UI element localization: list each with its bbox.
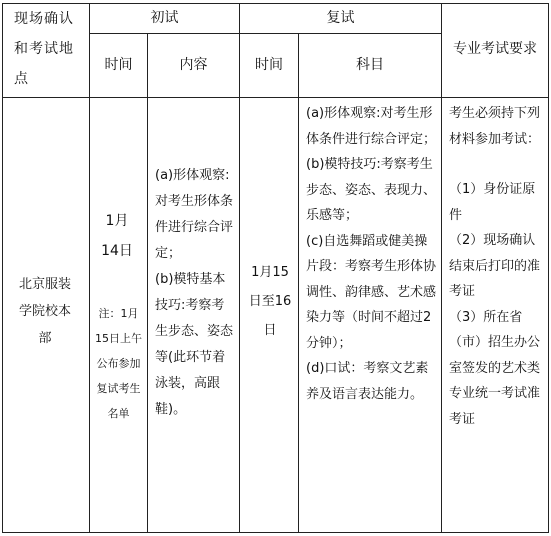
first-content-b: (b)模特基本技巧:考察考生步态、姿态等(此环节着泳装，高跟鞋)。 bbox=[155, 272, 234, 417]
header-time-1 bbox=[90, 34, 147, 97]
second-subject-a: (a)形体观察:对考生形体条件进行综合评定； bbox=[306, 106, 437, 147]
grid-line bbox=[441, 3, 442, 533]
second-time-cell bbox=[248, 258, 292, 345]
first-note-cell bbox=[93, 301, 144, 426]
header-content-text: 内容 bbox=[179, 57, 208, 73]
first-time-cell bbox=[100, 206, 134, 266]
header-time-1-text: 时间 bbox=[104, 57, 133, 73]
grid-line bbox=[2, 3, 3, 533]
grid-line bbox=[147, 33, 148, 533]
header-content bbox=[148, 34, 239, 97]
header-time-2 bbox=[240, 34, 298, 97]
first-note-text: 注：1月15日上午公布参加复试考生名单 bbox=[95, 307, 142, 420]
grid-line bbox=[2, 532, 549, 533]
second-time-text: 1月15日至16日 bbox=[248, 265, 292, 338]
grid-line bbox=[298, 33, 299, 533]
header-subjects-text: 科目 bbox=[356, 57, 384, 73]
header-first-round-text: 初试 bbox=[150, 10, 179, 26]
header-second-round-text: 复试 bbox=[326, 10, 355, 26]
header-second-round bbox=[240, 4, 441, 33]
header-requirements-text: 专业考试要求 bbox=[453, 41, 537, 57]
header-first-round bbox=[90, 4, 239, 33]
second-subject-b: (b)模特技巧:考察考生步态、姿态、表现力、乐感等； bbox=[306, 157, 437, 223]
first-time-text: 1月14日 bbox=[101, 213, 133, 259]
location-cell bbox=[14, 271, 76, 352]
header-subjects bbox=[299, 34, 441, 97]
requirement-2: （2）现场确认结束后打印的准考证 bbox=[449, 233, 541, 299]
first-content-a: (a)形体观察:对考生形体条件进行综合评定； bbox=[155, 168, 234, 261]
requirement-1: （1）身份证原件 bbox=[449, 182, 536, 223]
second-subject-c: (c)自选舞蹈或健美操片段：考察考生形体协调性、韵律感、艺术感染力等（时间不超过2分钟）； bbox=[306, 233, 437, 351]
location-text: 北京服装学院校本部 bbox=[18, 277, 71, 346]
requirement-intro: 考生必须持下列材料参加考试： bbox=[449, 106, 541, 147]
first-content-cell bbox=[155, 163, 235, 423]
second-subjects-cell bbox=[306, 101, 437, 407]
requirement-3: （3）所在省（市）招生办公室签发的艺术类专业统一考试准考证 bbox=[449, 309, 541, 427]
header-requirements bbox=[442, 34, 548, 64]
header-time-2-text: 时间 bbox=[255, 57, 283, 73]
requirements-cell bbox=[449, 101, 542, 432]
grid-line bbox=[2, 97, 549, 98]
header-location-text: 现场确认和考试地点 bbox=[14, 11, 74, 87]
header-location bbox=[14, 4, 76, 94]
second-subject-d: (d)口试：考察文艺素养及语言表达能力。 bbox=[306, 361, 429, 402]
grid-line bbox=[548, 3, 549, 533]
